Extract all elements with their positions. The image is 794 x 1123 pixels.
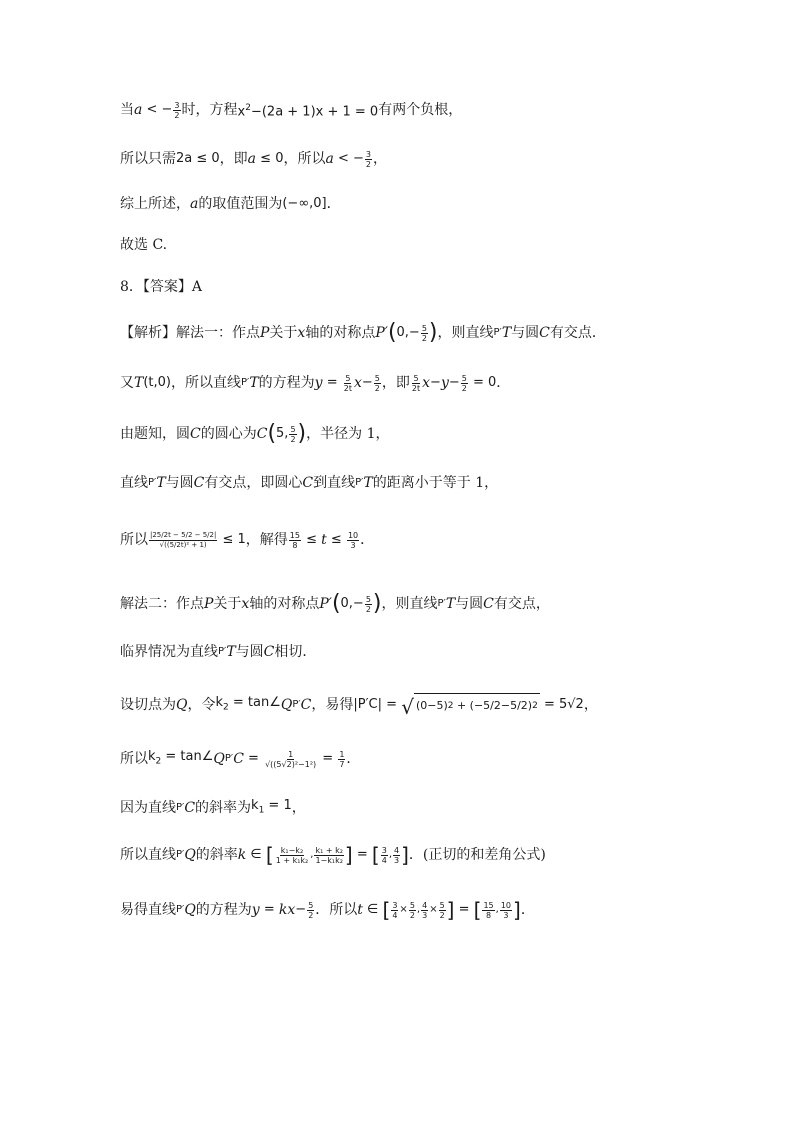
line-15: 因为直线 P′ C 的斜率为 $k_1 = 1$ ，: [120, 798, 306, 817]
line-16: 所以直线 P′ Q 的斜率 k ∈ [ $\frac{\text{k₁−k₂}}{\text{1 + k₁k₂}}$ , $\frac{\text{k₁ + k₂}}{\text{1−k₁k₂}}$ ] = [ $\frac{3}{4}$ , $\frac{4}{3}$ ] ．(正切的和差角公式): [120, 843, 546, 867]
line-1: 当 a < − $\frac{3}{2}$ 时，方程 $x^2-(2a + 1)x + 1 = 0$ 有两个负根，: [120, 100, 463, 120]
line-10: 所以 $\frac{|25/2t - 5/2 - 5/2|}{\text{√((5/2t)² + 1)}}$ ≤ 1 ，解得 $\frac{15}{8}$ ≤ t ≤ $\frac{10}{3}$ ．: [120, 530, 375, 550]
line-17: 易得直线 P′ Q 的方程为 y = kx − $\frac{5}{2}$ ．所以 t ∈ [ $\frac{3}{4}$ × $\frac{5}{2}$ , $\frac{4}{3}$ × $\frac{5}{2}$ ] = [ $\frac{15}{8}$ , $\frac{10}{3}$ ] ．: [120, 898, 535, 922]
line-7: 又 T (t,0) ，所以直线 P′ T 的方程为 y = $\frac{5}{2t}$ x − $\frac{5}{2}$ ，即 $\frac{5}{2t}$ x − y − $\frac{5}{2}$ = 0 ．: [120, 373, 511, 393]
line-14: 所以 $k_2$ = tan∠ Q P′ C = $\frac{1}{\text{√((5√2)²−1²)}}$ = $\frac{1}{7}$ ．: [120, 748, 361, 769]
line-8: 由题知，圆 C 的圆心为 C ( 5, $\frac{5}{2}$ ) ，半径为 1，: [120, 421, 390, 446]
line-6: 【解析】解法一：作点 P 关于 x 轴的对称点 P′ ( 0,− $\frac{5}{2}$ ) ，则直线 P′ T 与圆 C 有交点．: [120, 320, 606, 345]
line-4: 故选 C.: [120, 237, 168, 253]
line-5: 8．【答案】A: [120, 279, 203, 295]
line-2: 所以只需 2a ≤ 0 ，即 a ≤ 0 ，所以 a < − $\frac{3}{2}$ ，: [120, 149, 387, 169]
line-13: 设切点为 Q ，令 $k_2$ = tan∠ Q P′ C ，易得 |P′C| = √ (0−5) 2 + (−5/2−5/2) 2 = 5√2 ，: [120, 694, 598, 719]
line-12: 临界情况为直线 P′ T 与圆 C 相切．: [120, 644, 317, 660]
line-9: 直线 P′ T 与圆 C 有交点，即圆心 C 到直线 P′ T 的距离小于等于 1，: [120, 475, 499, 491]
line-11: 解法二：作点 P 关于 x 轴的对称点 P′ ( 0,− $\frac{5}{2}$ ) ，则直线 P′ T 与圆 C 有交点，: [120, 591, 550, 616]
line-3: 综上所述， a 的取值范围为 (−∞,0] ．: [120, 196, 341, 212]
